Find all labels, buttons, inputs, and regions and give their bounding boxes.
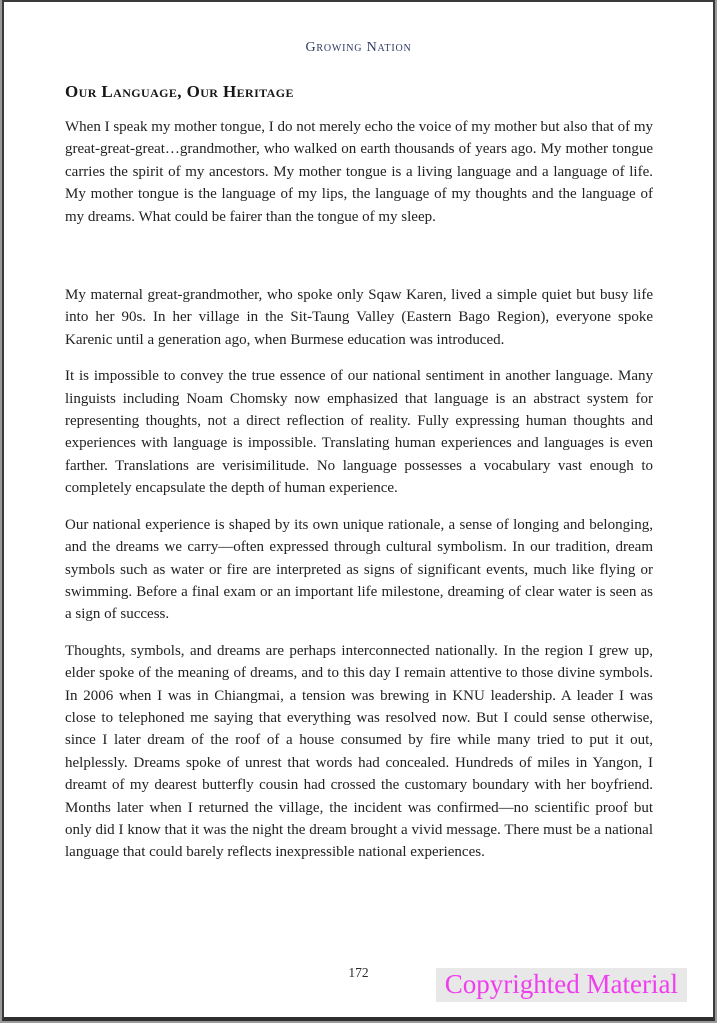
book-page [2, 0, 715, 1021]
paragraph-1: When I speak my mother tongue, I do not merely echo the voice of my mother but also that of my great-great-great…grandmother, who walked on earth thousands of years ago. My mother tongue carries the spirit of my ancestors. My mother tongue is a living language and a language of life. My mother tongue is the language of my lips, the language of my thoughts and the language of my dreams. What could be fairer than the tongue of my sleep. [65, 119, 653, 225]
running-head: Growing Nation [305, 40, 412, 55]
paragraph-3: It is impossible to convey the true essence of our national sentiment in another language. Many linguists including Noam Chomsky now emphasized that language is an abstract system for representing thoughts, not a direct reflection of reality. Fully expressing human thoughts and experiences with language is impossible. Translating human experiences and languages is even farther. Translations are verisimilitude. No language possesses a vocabulary vast enough to completely encapsulate the depth of human experience. [65, 368, 653, 497]
copyright-watermark: Copyrighted Material [436, 968, 687, 1002]
page-number: 172 [348, 965, 369, 980]
paragraph-4: Our national experience is shaped by its own unique rationale, a sense of longing and belonging, and the dreams we carry—often expressed through cultural symbolism. In our tradition, dream symbols such as water or fire are interpreted as signs of significant events, much like flying or swimming. Before a final exam or an important life milestone, dreaming of clear water is seen as a sign of success. [65, 516, 653, 623]
paragraph-5: Thoughts, symbols, and dreams are perhaps interconnected nationally. In the region I grew up, elder spoke of the meaning of dreams, and to this day I remain attentive to those divine symbols. In 2006 when I was in Chiangmai, a tension was brewing in KNU leadership. A leader I was close to telephoned me saying that everything was resolved now. But I could sense otherwise, since I later dream of the roof of a house consumed by fire while many tried to put it out, helplessly. Dreams spoke of unrest that words had concealed. Hundreds of miles in Yangon, I dreamt of my dearest butterfly cousin had crossed the customary boundary with her boyfriend. Months later when I returned the village, the incident was confirmed—no scientific proof but only did I know that it was the night the dream brought a vivid message. There must be a national language that could barely reflects inexpressible national experiences. [65, 642, 653, 861]
page-body [65, 116, 653, 864]
section-title: Our Language, Our Heritage [65, 82, 294, 101]
paragraph-2: My maternal great-grandmother, who spoke only Sqaw Karen, lived a simple quiet but busy life into her 90s. In her village in the Sit-Taung Valley (Eastern Bago Region), everyone spoke Karenic until a generation ago, when Burmese education was introduced. [65, 287, 653, 348]
